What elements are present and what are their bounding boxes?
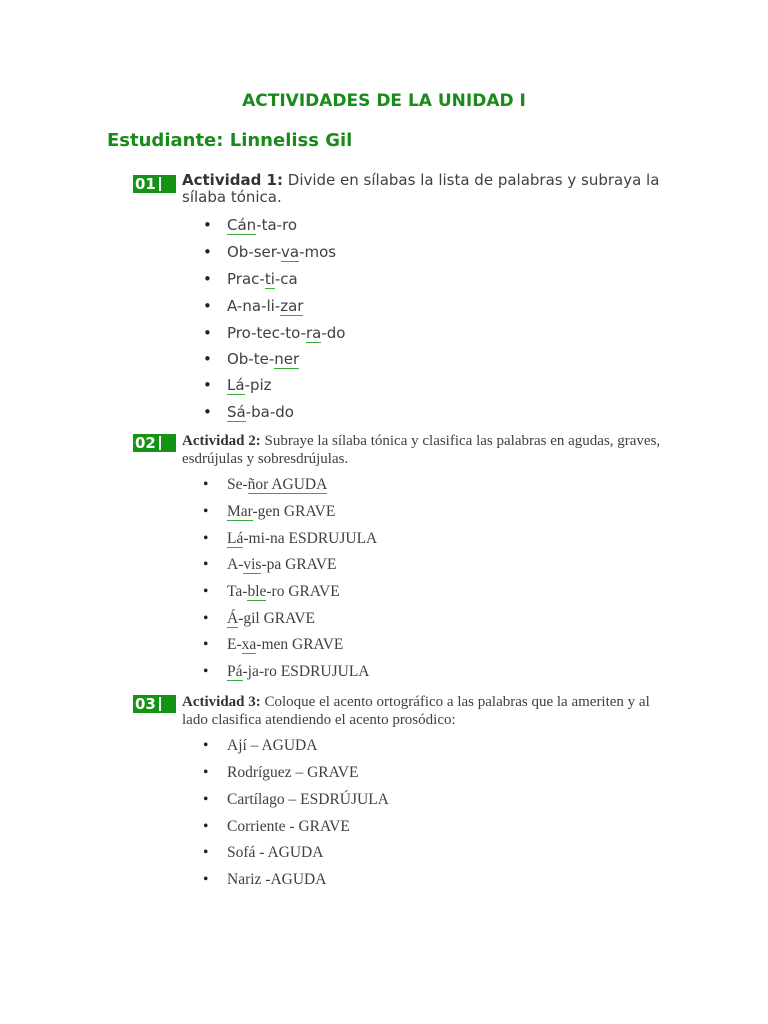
stressed-syllable: Cán (227, 216, 257, 234)
activity-badge-1 (133, 175, 176, 193)
activity-3-instruction (182, 693, 662, 729)
instruction-text: Divide en sílabas la lista de palabras y subraya la sílaba tónica. (182, 171, 660, 206)
stressed-syllable: zar (280, 297, 304, 315)
activity-badge-2 (133, 434, 176, 452)
stressed-syllable: Pá (227, 663, 243, 680)
stressed-syllable: ner (274, 350, 300, 368)
activity-label: Actividad 3: (182, 694, 261, 710)
activity-label: Actividad 2: (182, 433, 261, 449)
student-name: Estudiante: Linneliss Gil (107, 130, 353, 151)
stressed-syllable: Sá (227, 403, 246, 421)
stressed-syllable: Mar (227, 503, 253, 520)
activity-badge-3 (133, 695, 176, 713)
activity-label: Actividad 1: (182, 171, 283, 189)
activity-number: 03 (135, 695, 156, 713)
activity-number: 02 (135, 434, 156, 452)
stressed-syllable: vis (243, 556, 262, 573)
instruction-text: Coloque el acento ortográfico a las palabras que la ameriten y al lado clasifica atendiendo el acento prosódico: (182, 694, 650, 728)
page-title: ACTIVIDADES DE LA UNIDAD I (242, 91, 526, 111)
stressed-syllable: ble (247, 583, 267, 600)
activity-number: 01 (135, 175, 156, 193)
activity-1-instruction (182, 172, 662, 206)
stressed-syllable: Á (227, 610, 239, 627)
stressed-syllable: ñor AGUDA (247, 476, 328, 493)
instruction-text: Subraye la sílaba tónica y clasifica las palabras en agudas, graves, esdrújulas y sobresdrújulas. (182, 433, 661, 467)
stressed-syllable: ra (306, 324, 322, 342)
stressed-syllable: Lá (227, 376, 245, 394)
stressed-syllable: xa (241, 636, 257, 653)
activity-2-instruction (182, 432, 662, 468)
stressed-syllable: Lá (227, 530, 244, 547)
stressed-syllable: va (281, 243, 300, 261)
stressed-syllable: ti (264, 270, 275, 288)
